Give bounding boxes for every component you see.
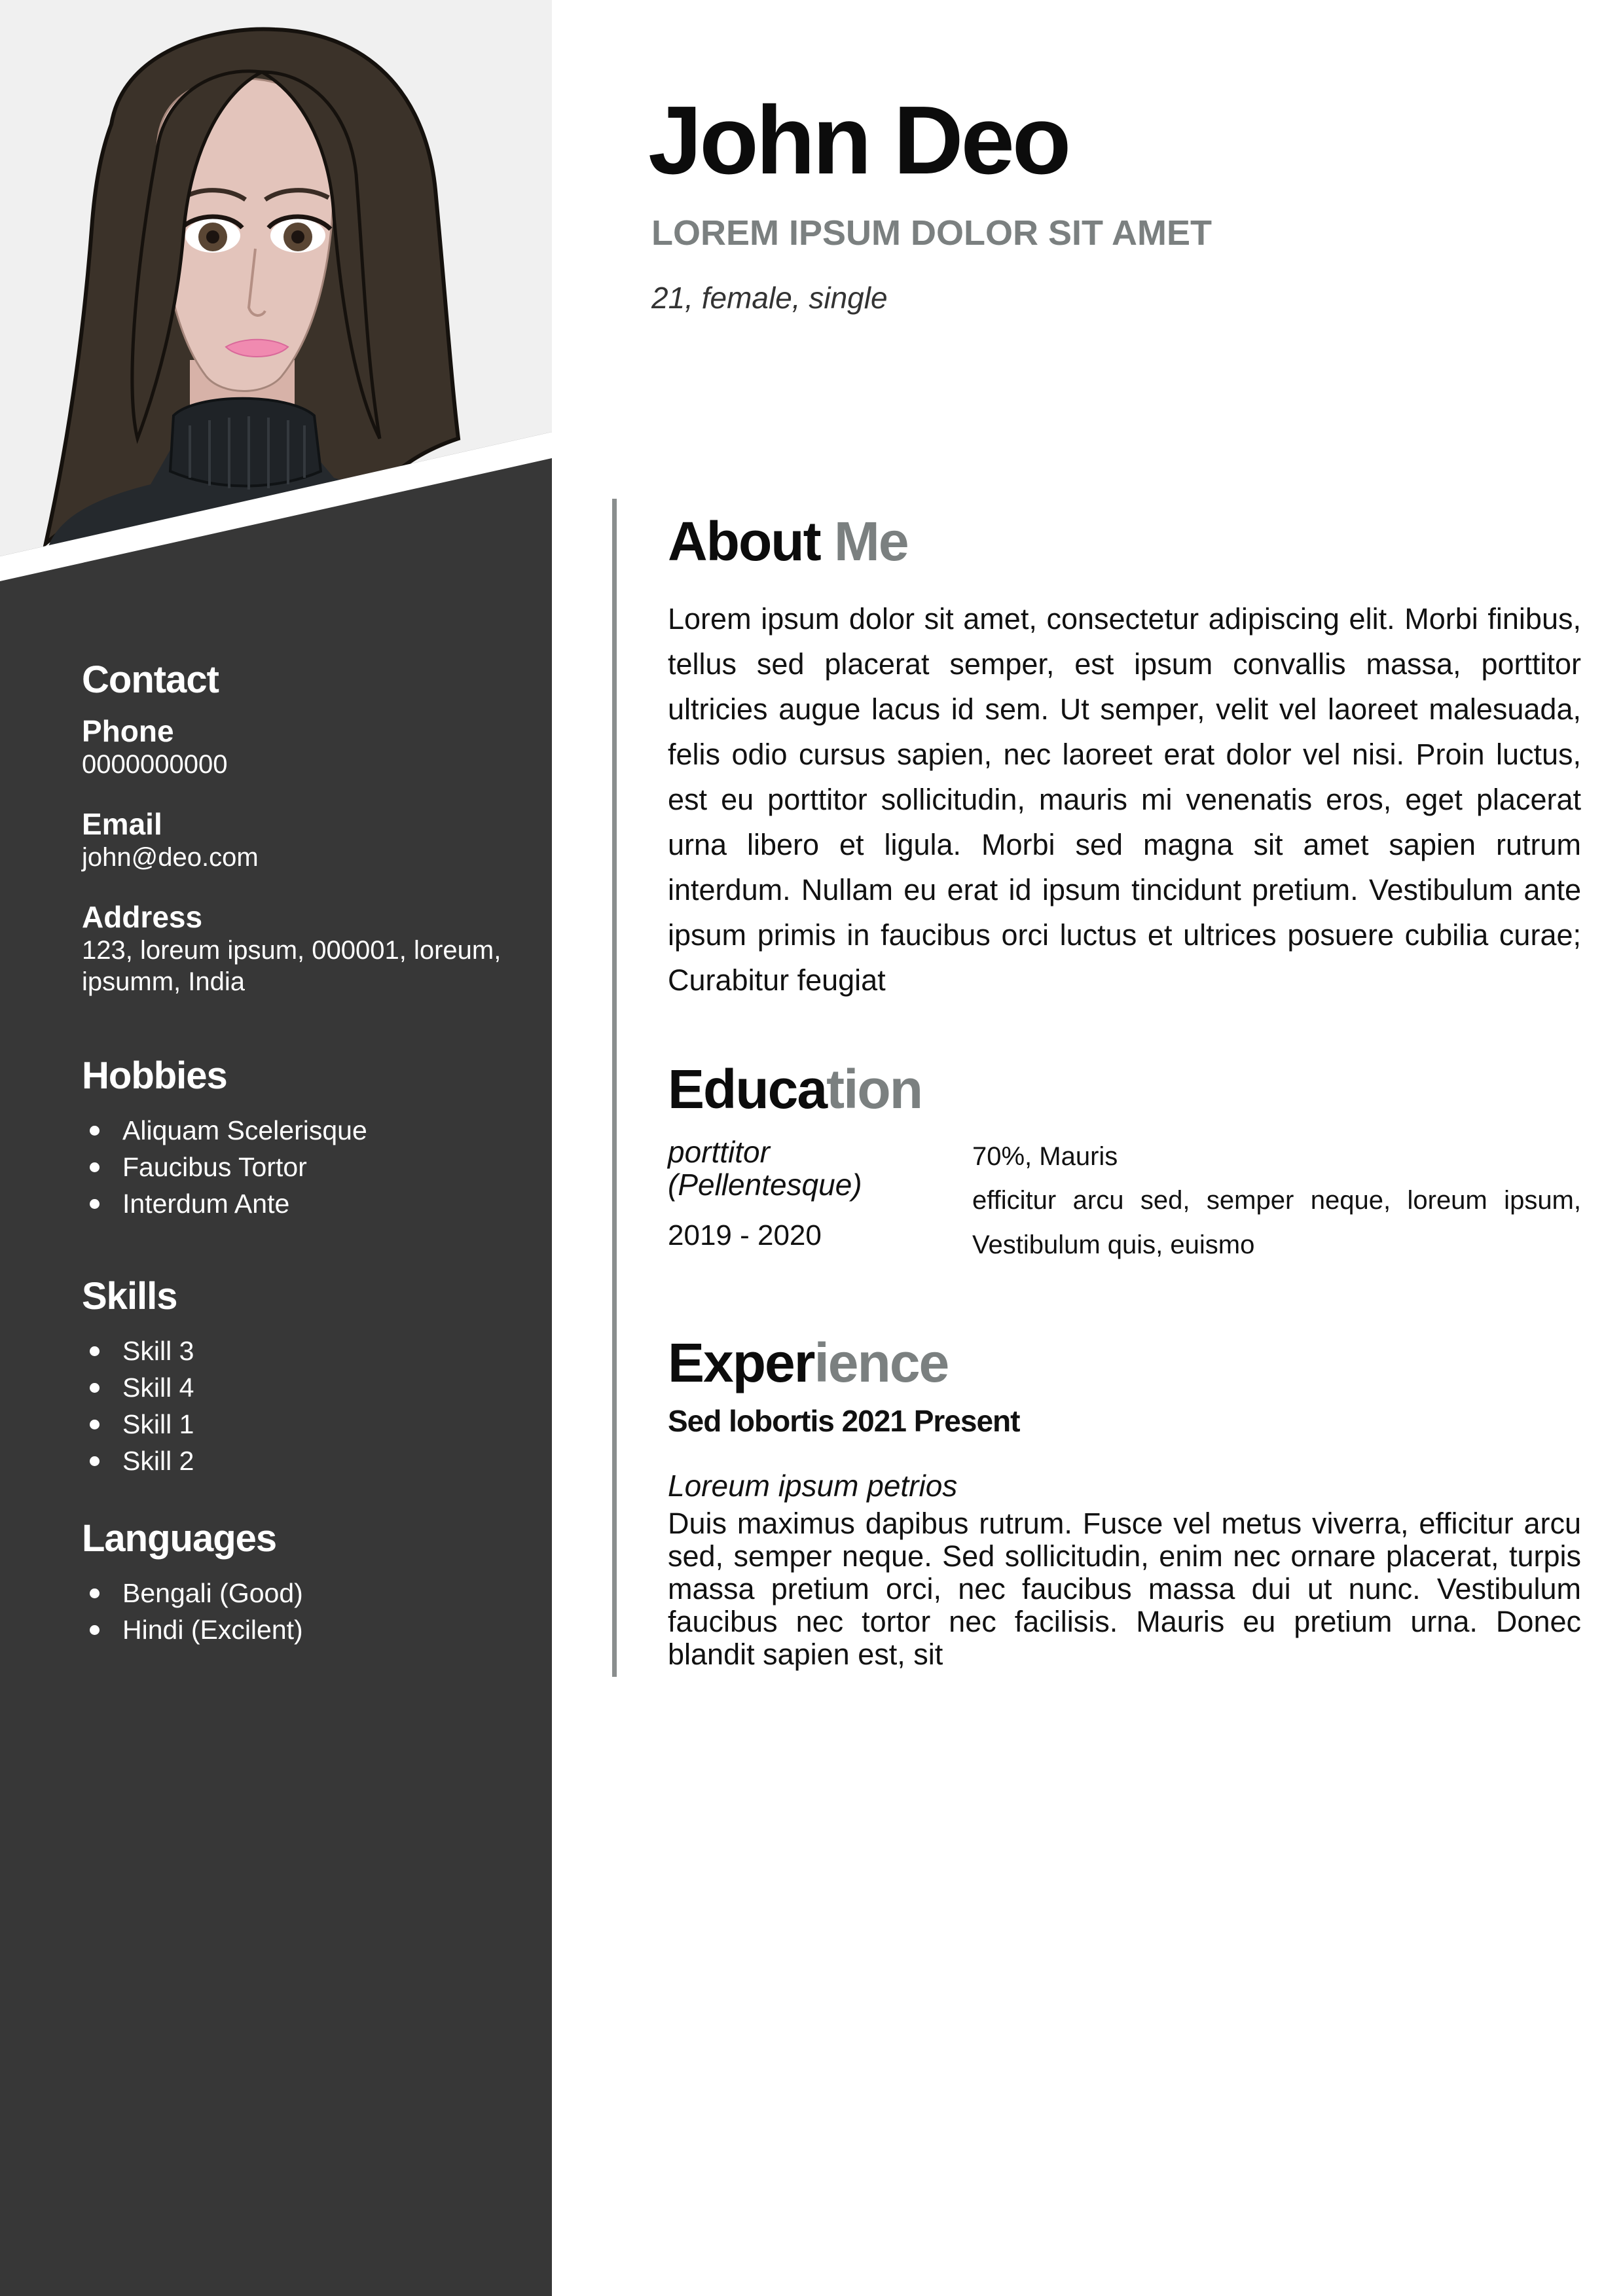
list-item: Skill 4 (82, 1369, 514, 1406)
education-description: efficitur arcu sed, semper neque, loreum ipsum, Vestibulum quis, euismo (972, 1186, 1581, 1259)
hobbies-list (82, 1112, 514, 1222)
experience-role: Sed lobortis 2021 Present (668, 1404, 1020, 1438)
languages-heading: Languages (82, 1517, 277, 1560)
education-left (668, 1136, 956, 1252)
list-item: Interdum Ante (82, 1185, 514, 1222)
about-heading (668, 511, 1581, 572)
list-item: Bengali (Good) (82, 1575, 514, 1611)
list-item: Aliquam Scelerisque (82, 1112, 514, 1149)
phone-label: Phone (82, 714, 174, 748)
experience-title-grey: ience (814, 1332, 949, 1393)
education-degree-line-2: (Pellentesque) (668, 1168, 862, 1202)
skills-list (82, 1333, 514, 1479)
experience-heading (668, 1332, 1581, 1393)
email-label: Email (82, 807, 162, 841)
address-label: Address (82, 900, 203, 934)
hobbies-section (82, 1054, 514, 1222)
list-item: Hindi (Excilent) (82, 1611, 514, 1648)
education-right (972, 1142, 1581, 1267)
education-degree-line-1: porttitor (668, 1135, 770, 1169)
education-score: 70%, Mauris (972, 1142, 1118, 1171)
address-line-2: ipsumm, India (82, 967, 245, 996)
phone-value: 0000000000 (82, 750, 228, 779)
sidebar (0, 0, 552, 2296)
contact-section (82, 658, 514, 997)
about-section (668, 511, 1581, 1003)
education-heading (668, 1058, 1581, 1120)
languages-section (82, 1516, 514, 1648)
list-item: Skill 3 (82, 1333, 514, 1369)
email-value[interactable]: john@deo.com (82, 843, 259, 872)
languages-list (82, 1575, 514, 1648)
vertical-divider (612, 499, 617, 1677)
candidate-name: John Deo (648, 86, 1069, 194)
list-item: Faucibus Tortor (82, 1149, 514, 1185)
list-item: Skill 1 (82, 1406, 514, 1443)
experience-section (668, 1332, 1581, 1671)
experience-title-dark: Exper (668, 1332, 814, 1393)
education-heading-block (668, 1058, 1581, 1120)
skills-heading: Skills (82, 1275, 177, 1318)
hobbies-heading: Hobbies (82, 1054, 227, 1097)
education-title-grey: tion (826, 1058, 922, 1120)
about-title-dark: About (668, 511, 820, 572)
list-item: Skill 2 (82, 1443, 514, 1479)
address-line-1: 123, loreum ipsum, 000001, loreum, (82, 936, 501, 965)
education-entry (668, 1136, 1581, 1266)
skills-section (82, 1274, 514, 1479)
experience-description: Duis maximus dapibus rutrum. Fusce vel metus viverra, efficitur arcu sed, semper neque. Sed sollicitudin, enim nec ornare placerat, turpis massa pretium orci, nec faucibus massa dui ut nunc. Vestibulum faucibus nec tortor nec facilisis. Mauris eu pretium urna. Donec blandit sapien est, sit (668, 1507, 1581, 1671)
candidate-subtitle: LOREM IPSUM DOLOR SIT AMET (651, 213, 1212, 253)
education-title-dark: Educa (668, 1058, 827, 1120)
candidate-meta: 21, female, single (651, 281, 888, 315)
contact-heading: Contact (82, 658, 219, 701)
education-years: 2019 - 2020 (668, 1219, 822, 1251)
experience-company: Loreum ipsum petrios (668, 1469, 958, 1503)
about-title-grey: Me (833, 511, 908, 572)
about-text: Lorem ipsum dolor sit amet, consectetur adipiscing elit. Morbi finibus, tellus sed placerat semper, est ipsum convallis massa, porttitor ultricies augue lacus id sem. Ut semper, velit vel laoreet malesuada, felis odio cursus sapien, nec laoreet erat dolor vel nisi. Proin luctus, est eu porttitor sollicitudin, mauris mi venenatis eros, eget placerat urna libero et ligula. Morbi sed magna sit amet sapien rutrum interdum. Nullam eu erat id ipsum tincidunt pretium. Vestibulum ante ipsum primis in faucibus orci luctus et ultrices posuere cubilia curae; Curabitur feugiat (668, 602, 1581, 997)
